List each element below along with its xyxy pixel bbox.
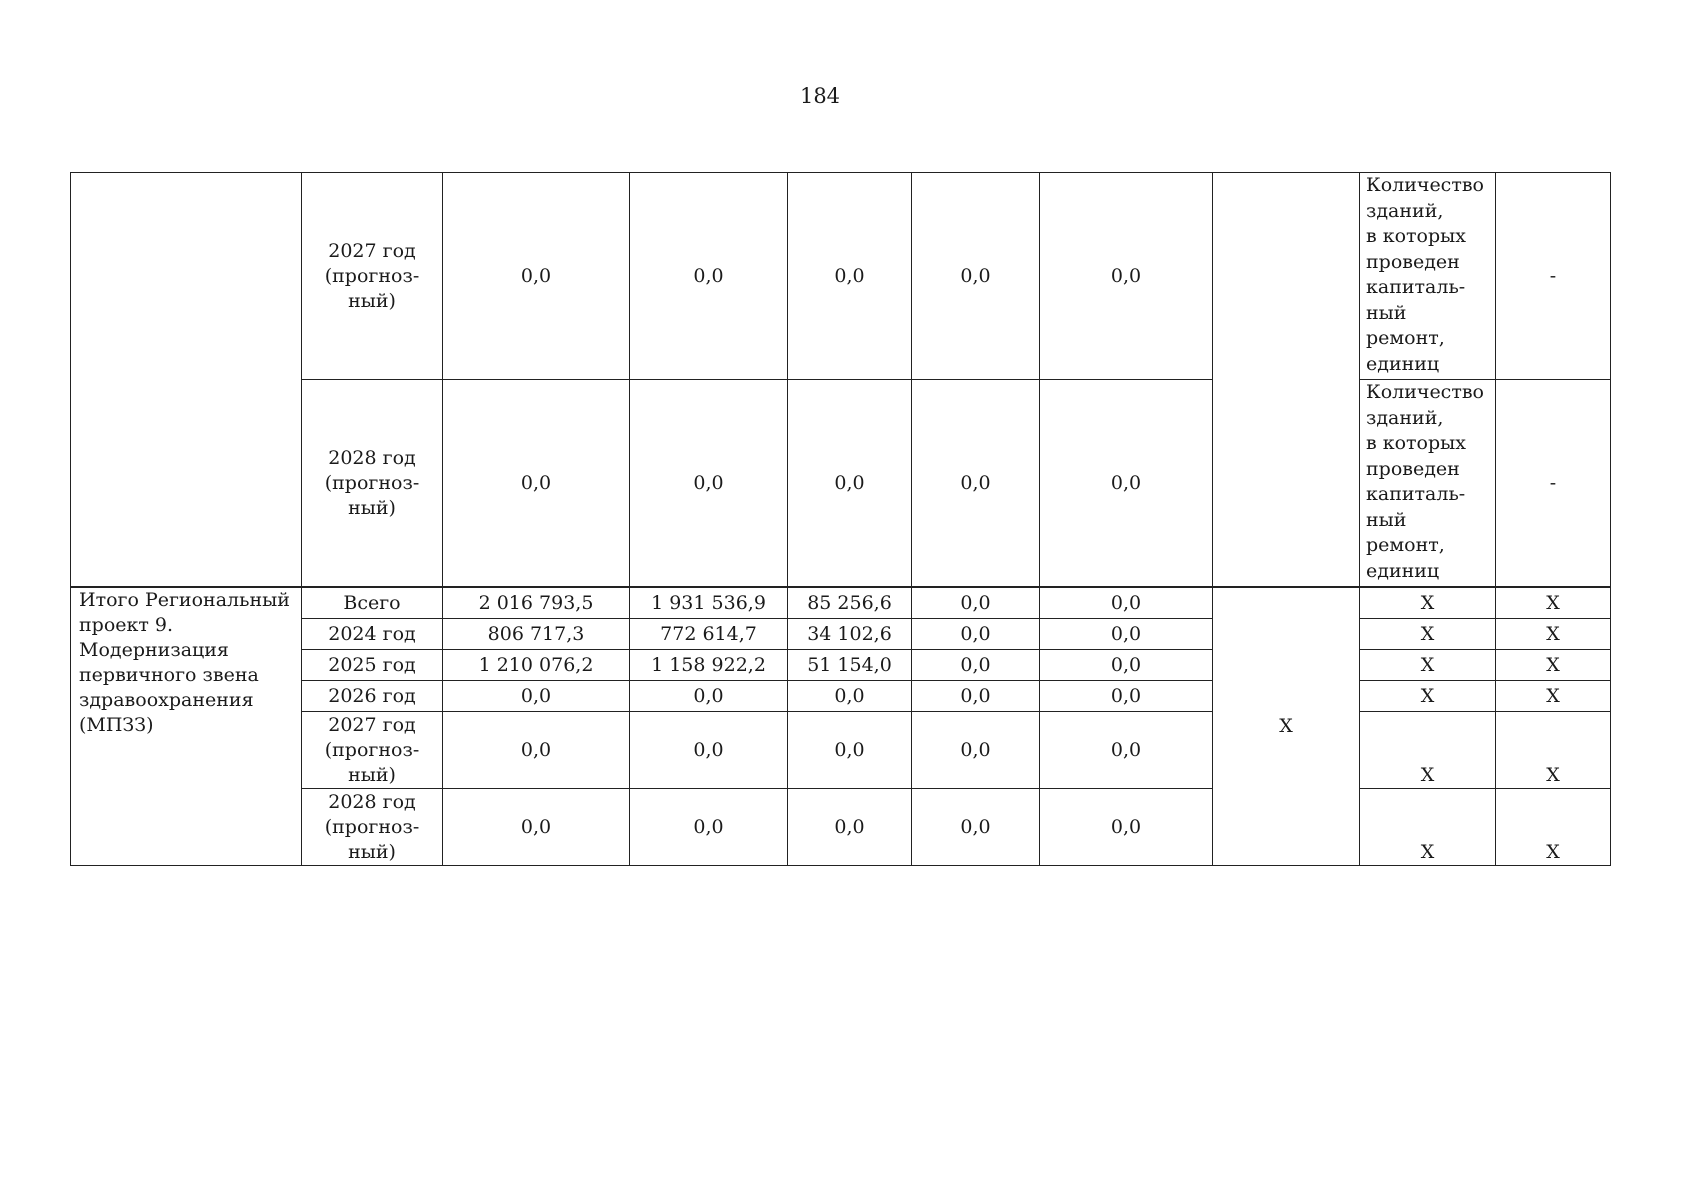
period-cell: 2025 год [302, 650, 443, 681]
value-cell: 0,0 [443, 789, 630, 866]
value-cell: 0,0 [912, 789, 1040, 866]
value-cell: 51 154,0 [788, 650, 912, 681]
value-cell: 772 614,7 [630, 619, 788, 650]
value-cell: 0,0 [788, 712, 912, 789]
value-cell: 806 717,3 [443, 619, 630, 650]
value-cell: 0,0 [912, 173, 1040, 380]
mark-cell: X [1360, 789, 1496, 866]
period-cell: 2026 год [302, 681, 443, 712]
table-row [71, 650, 1611, 681]
value-cell: 34 102,6 [788, 619, 912, 650]
table-row [71, 619, 1611, 650]
value-cell: 85 256,6 [788, 587, 912, 619]
value-cell: 0,0 [1040, 173, 1213, 380]
value-cell: 0,0 [630, 380, 788, 588]
table-row [71, 712, 1611, 789]
value-cell: 0,0 [443, 380, 630, 588]
indicator-value-cell: - [1496, 380, 1611, 588]
table-row [71, 789, 1611, 866]
value-cell: 0,0 [630, 789, 788, 866]
value-cell: 0,0 [788, 681, 912, 712]
value-cell: 0,0 [1040, 681, 1213, 712]
value-cell: 0,0 [1040, 587, 1213, 619]
budget-table [70, 172, 1611, 866]
empty-merged-cell [1213, 173, 1360, 588]
mark-cell: X [1360, 619, 1496, 650]
value-cell: 0,0 [788, 380, 912, 588]
value-cell: 0,0 [1040, 789, 1213, 866]
value-cell: 2 016 793,5 [443, 587, 630, 619]
period-cell: 2028 год (прогноз- ный) [302, 380, 443, 588]
value-cell: 0,0 [1040, 619, 1213, 650]
period-cell: 2027 год (прогноз- ный) [302, 712, 443, 789]
mark-cell: X [1496, 650, 1611, 681]
value-cell: 1 931 536,9 [630, 587, 788, 619]
value-cell: 0,0 [912, 650, 1040, 681]
mark-cell: X [1360, 712, 1496, 789]
value-cell: 1 210 076,2 [443, 650, 630, 681]
value-cell: 1 158 922,2 [630, 650, 788, 681]
mark-cell: X [1496, 789, 1611, 866]
value-cell: 0,0 [788, 173, 912, 380]
value-cell: 0,0 [1040, 380, 1213, 588]
merged-mark-cell: X [1213, 587, 1360, 866]
value-cell: 0,0 [630, 712, 788, 789]
period-cell: Всего [302, 587, 443, 619]
empty-description-cell [71, 173, 302, 588]
period-cell: 2028 год (прогноз- ный) [302, 789, 443, 866]
value-cell: 0,0 [788, 789, 912, 866]
mark-cell: X [1496, 681, 1611, 712]
value-cell: 0,0 [912, 619, 1040, 650]
indicator-cell: Количество зданий, в которых проведен капиталь- ный ремонт, единиц [1360, 380, 1496, 588]
value-cell: 0,0 [912, 380, 1040, 588]
period-cell: 2027 год (прогноз- ный) [302, 173, 443, 380]
value-cell: 0,0 [630, 681, 788, 712]
indicator-cell: Количество зданий, в которых проведен капиталь- ный ремонт, единиц [1360, 173, 1496, 380]
mark-cell: X [1360, 681, 1496, 712]
mark-cell: X [1496, 587, 1611, 619]
period-cell: 2024 год [302, 619, 443, 650]
mark-cell: X [1360, 650, 1496, 681]
value-cell: 0,0 [912, 712, 1040, 789]
value-cell: 0,0 [1040, 712, 1213, 789]
table-row [71, 173, 1611, 380]
table-row [71, 587, 1611, 619]
total-title-cell: Итого Региональный проект 9. Модернизация первичного звена здравоохранения (МПЗЗ) [71, 587, 302, 866]
mark-cell: X [1360, 587, 1496, 619]
value-cell: 0,0 [443, 681, 630, 712]
value-cell: 0,0 [630, 173, 788, 380]
mark-cell: X [1496, 619, 1611, 650]
indicator-value-cell: - [1496, 173, 1611, 380]
value-cell: 0,0 [912, 587, 1040, 619]
table-row [71, 681, 1611, 712]
value-cell: 0,0 [1040, 650, 1213, 681]
value-cell: 0,0 [443, 712, 630, 789]
page-number: 184 [799, 84, 841, 108]
table-row [71, 380, 1611, 588]
value-cell: 0,0 [912, 681, 1040, 712]
mark-cell: X [1496, 712, 1611, 789]
value-cell: 0,0 [443, 173, 630, 380]
